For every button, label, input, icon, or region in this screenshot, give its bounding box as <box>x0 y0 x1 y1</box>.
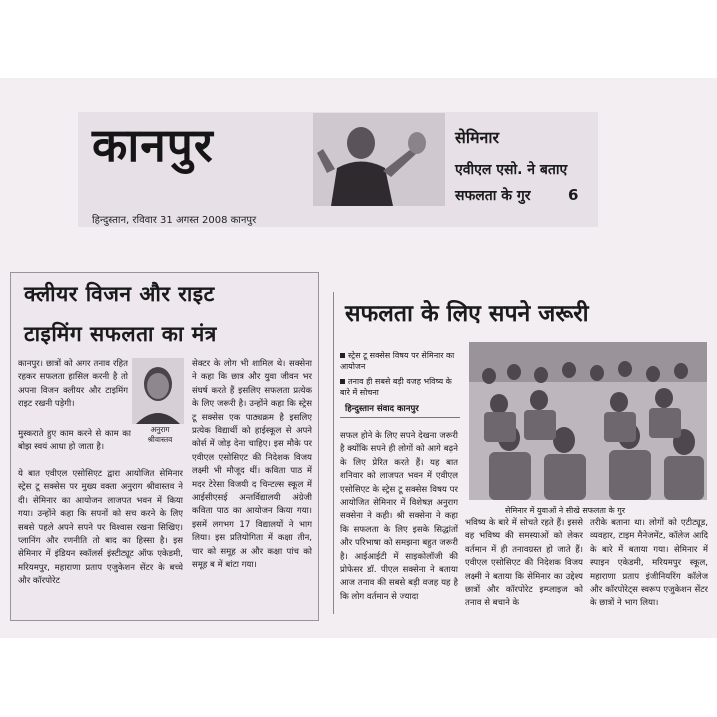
masthead-city-title: कानपुर <box>92 118 214 172</box>
teaser-page-number: 6 <box>568 186 579 204</box>
teaser-heading: सेमिनार <box>455 128 500 147</box>
deck-bullet-1 <box>340 350 462 372</box>
deck-bullet-2 <box>340 376 462 398</box>
masthead-speaker-photo <box>313 113 445 206</box>
column-divider <box>333 292 334 614</box>
left-article-column-2: सेक्टर के लोग भी शामिल थे। सक्सेना ने कहा कि छात्र और युवा जीवन भर संघर्ष करते हैं इसलिए सफलता प्रत्येक के लिए जरूरी है। उन्होंने कहा कि स्ट्रेस टू सक्सेस एक पाठ्यक्रम है इसलिए प्रत्येक विद्यार्थी को हाईस्कूल से अपने कोर्स में जोड़ देना चाहिए। इस मौके पर एवीएल एसोसिएट की निदेशक विजय लक्ष्मी भी मौजूद थीं। कविता पाठ में मदर टेरेसा विजयी द चिन्टल्स स्कूल में आईसीएसई अन्तर्विद्यालयी अंग्रेजी कविता पाठ का आयोजन किया गया। इसमें लगभग 17 विद्यालयों ने भाग लिया। इस प्रतियोगिता में कक्षा तीन, चार को समूह अ और कक्षा पांच को समूह ब में बांटा गया। <box>192 359 312 571</box>
right-headline: सफलता के लिए सपने जरूरी <box>345 301 589 327</box>
byline: हिन्दुस्तान संवाद कानपुर <box>345 404 419 414</box>
left-headline-line-2: टाइमिंग सफलता का मंत्र <box>24 322 217 346</box>
caption-line-1: अनुराग <box>150 425 170 434</box>
left-article-paragraph: मुस्कराते हुए काम करने से काम का बोझ स्वयं आधा हो जाता है। <box>18 429 131 453</box>
right-article-column-3: तरीके बताना था। लोगों को एटीट्यूड, व्यवहार, टाइम मैनेजमेंट, कॉलेज आदि के बारे में बताया गया। सेमिनार में स्पाइन एकेडमी, मरियमपुर स्कूल, महाराणा प्रताप इंजीनियरिंग कॉलेज और कॉरपोरेट्स स्वरूप एजुकेशन सेंटर के छात्रों ने भाग लिया। <box>590 518 708 609</box>
right-article-column-1: सफल होने के लिए सपने देखना जरूरी है क्योंकि सपने ही लोगों को आगे बढ़ने के लिए प्रेरित करते हैं। यह बात शनिवार को लाजपत भवन में एवीएल एसोसिएट के स्ट्रेस टू सक्सेस विषय पर आयोजित सेमिनार में विशेषज्ञ अनुराग सक्सेना ने कही। श्री सक्सेना ने कहा कि सफलता के लिए इसके सिद्धांतों और परिभाषा को समझना बहुत जरूरी है। आईआईटी में साइकोलॉजी की प्रोफेसर डॉ. पीएल सक्सेना ने बताया आज तनाव की सबसे बड़ी वजह यह है कि लोग वर्तमान से ज्यादा <box>340 431 458 602</box>
left-article-paragraph: ये बात एवीएल एसोसिएट द्वारा आयोजित सेमिनार स्ट्रेस टू सक्सेस पर मुख्य वक्ता अनुराग श्रीवास्तव ने दी। सेमिनार का आयोजन लाजपत भवन में किया गया। उन्होंने कहा कि सपनों को सच करने के लिए सबसे पहले अपने सपने पर विश्वास रखना सिखिए। प्लानिंग और रणनीति तो बाद का हिस्सा है। इस सेमिनार में इंडियन स्कॉलर्स इंस्टीट्यूट ऑफ एकेडमी, मरियमपुर, महाराणा प्रताप एजुकेशन सेंटर के बच्चे और कॉरपोरेट <box>18 469 183 587</box>
right-article-column-2: भविष्य के बारे में सोचते रहते हैं। इससे वह भविष्य की समस्याओं को लेकर वर्तमान में ही तनावग्रस्त हो जाते हैं। एवीएल एसोसिएट की निदेशक विजय लक्ष्मी ने बताया कि सेमिनार का उद्देश्य छात्रों और कॉरपोरेट इम्प्लाइज को तनाव से बचाने के <box>465 518 583 609</box>
teaser-line-2: सफलता के गुर <box>455 188 531 204</box>
photo-caption: सेमिनार में युवाओं ने सीखे सफलता के गुर <box>505 506 625 515</box>
deck-text-1: स्ट्रेस टू सक्सेस विषय पर सेमिनार का आयोजन <box>340 351 455 371</box>
caption-line-2: श्रीवास्तव <box>147 435 173 444</box>
bullet-square-icon <box>340 353 345 358</box>
author-portrait-caption <box>133 425 187 445</box>
deck-text-2: तनाव ही सबसे बड़ी वजह भविष्य के बारे में सोचना <box>340 377 452 397</box>
masthead-dateline: हिन्दुस्तान, रविवार 31 अगस्त 2008 कानपुर <box>92 215 257 226</box>
teaser-line-1: एवीएल एसो. ने बताए <box>455 162 568 178</box>
seminar-audience-photo <box>469 342 707 500</box>
left-headline-line-1: क्लीयर विजन और राइट <box>24 282 215 306</box>
bullet-square-icon <box>340 379 345 384</box>
byline-rule <box>340 417 460 418</box>
left-article-paragraph: कानपुर। छात्रों को अगर तनाव रहित रहकर सफलता हासिल करनी है तो अपना विजन क्लीयर और टाइमिंग राइट रखनी पड़ेगी। <box>18 359 128 410</box>
author-portrait <box>132 358 184 424</box>
